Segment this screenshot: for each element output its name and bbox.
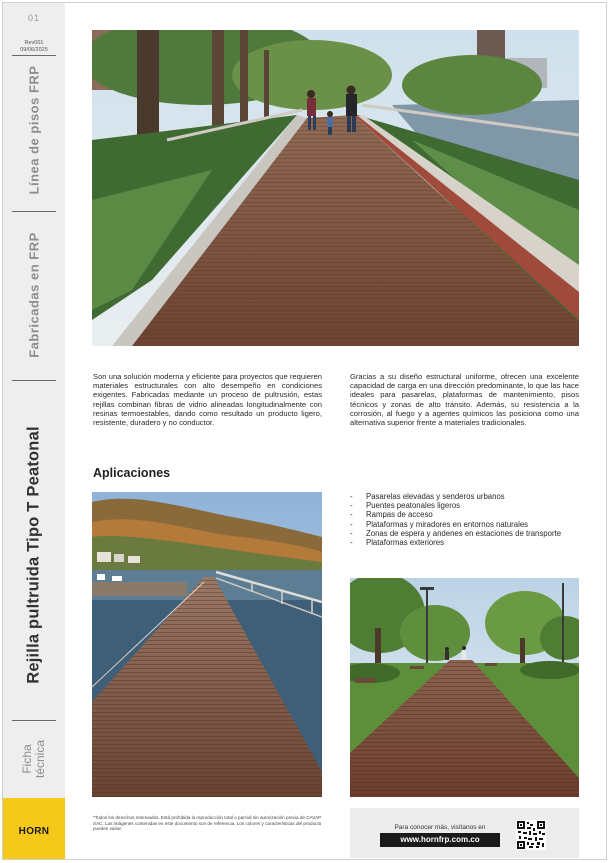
sidebar-divider	[12, 380, 56, 381]
doc-type-line-2: técnica	[33, 739, 47, 779]
manufacture-label: Fabricadas en FRP	[26, 232, 42, 358]
applications-title: Aplicaciones	[93, 466, 171, 480]
revision-date: 09/06/2025	[20, 47, 48, 53]
product-line-label: Línea de pisos FRP	[26, 65, 42, 195]
applications-list	[350, 492, 579, 547]
qr-code-icon[interactable]	[516, 820, 546, 850]
legal-disclaimer: *Todos los derechos reservados. Está prohibida la reproducción total o parcial sin autorización previa de CAVAP SAC. Las imágenes contenidas en este documento son de referencia. Los colores y características del producto pueden variar.	[93, 815, 322, 832]
logo-box	[3, 798, 65, 859]
footer-contact-box	[350, 808, 579, 858]
sidebar-divider	[12, 211, 56, 212]
sidebar	[3, 3, 65, 859]
sidebar-divider	[12, 720, 56, 721]
list-item: - Zonas de espera y andenes en estaciones de transporte	[350, 529, 579, 538]
revision: Rev001	[24, 40, 44, 46]
website-link[interactable]: www.hornfrp.com.co	[380, 833, 500, 847]
doc-type-line-1: Ficha	[20, 744, 34, 774]
list-item: - Plataformas y miradores en entornos naturales	[350, 520, 579, 529]
list-item: - Puentes peatonales ligeros	[350, 501, 579, 510]
list-item: - Rampas de acceso	[350, 510, 579, 519]
doc-type-label	[21, 740, 47, 778]
list-item: - Pasarelas elevadas y senderos urbanos	[350, 492, 579, 501]
lake-boardwalk-photo	[92, 492, 322, 797]
product-name: Rejilla pultruida Tipo T Peatonal	[24, 426, 43, 684]
horn-logo: HORN	[18, 826, 50, 837]
intro-paragraph-right: Gracias a su diseño estructural uniforme, ofrecen una excelente capacidad de carga en una dirección predominante, lo que las hace ideales para pasarelas, plataformas de mantenimiento, pisos técnicos y zonas de alto tránsito. Además, su resistencia a la corrosión, al fuego y a agentes químicos las posiciona como una alternativa superior frente a materiales tradicionales.	[350, 372, 579, 428]
list-item: - Plataformas exteriores	[350, 538, 579, 547]
intro-paragraph-left: Son una solución moderna y eficiente para proyectos que requieren materiales estructurales con alto desempeño en condiciones exigentes. Fabricadas mediante un proceso de pultrusión, estas rejillas combinan fibras de vidrio alineadas longitudinalmente con resinas termoestables, dando como resultado un producto ligero, resistente, duradero y no conductor.	[93, 372, 322, 428]
park-path-photo	[350, 578, 579, 797]
revision-info	[3, 40, 65, 54]
footer-cta: Para conocer más, visítanos en	[394, 824, 486, 831]
sidebar-divider	[12, 55, 56, 56]
hero-boardwalk-photo	[92, 30, 579, 346]
page-number: 01	[27, 13, 40, 23]
